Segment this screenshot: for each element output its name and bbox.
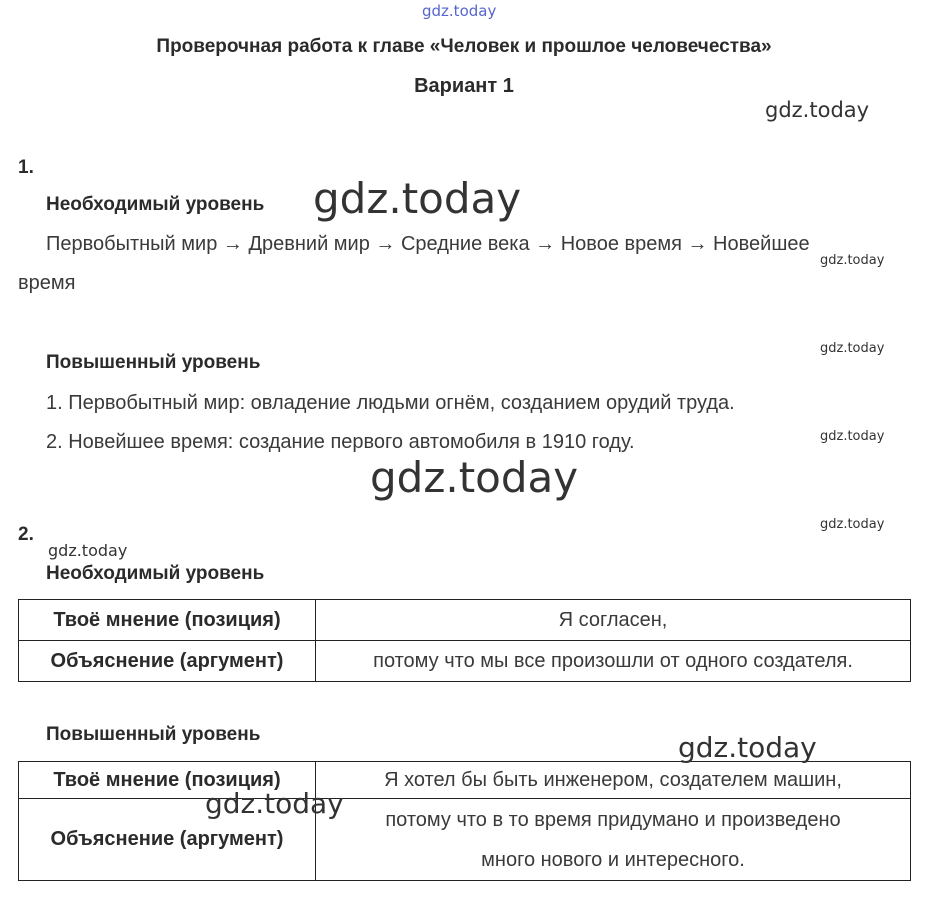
table-cell: Я хотел бы быть инженером, создателем машин, [316,762,911,799]
periods-chain: Первобытный мир → Древний мир → Средние века → Новое время → Новейшее [46,233,810,255]
table-header-cell: Твоё мнение (позиция) [19,762,316,799]
watermark: gdz.today [205,787,344,820]
table-header-cell: Твоё мнение (позиция) [19,600,316,641]
table-cell: Я согласен, [316,600,911,641]
watermark-large: gdz.today [370,453,579,502]
variant-label: Вариант 1 [414,75,514,97]
table-row [19,641,911,682]
level-heading-advanced: Повышенный уровень [46,724,261,745]
level-heading-basic: Необходимый уровень [46,563,265,584]
table-cell-line: много нового и интересного. [481,848,745,871]
watermark: gdz.today [765,98,870,122]
table-cell-line: потому что в то время придумано и произведено [385,808,841,831]
advanced-answer-table [18,761,911,881]
watermark-top: gdz.today [422,2,497,20]
list-item: 2. Новейшее время: создание первого автомобиля в 1910 году. [46,431,635,453]
watermark-small: gdz.today [820,253,885,268]
table-row [19,600,911,641]
task-number: 1. [18,157,34,178]
watermark-large: gdz.today [313,174,522,223]
watermark-small: gdz.today [820,429,885,444]
watermark-small: gdz.today [820,341,885,356]
watermark-small: gdz.today [820,517,885,532]
level-heading-basic: Необходимый уровень [46,194,265,215]
table-row [19,762,911,799]
level-heading-advanced: Повышенный уровень [46,352,261,373]
list-item: 1. Первобытный мир: овладение людьми огнём, созданием орудий труда. [46,392,735,414]
table-header-cell: Объяснение (аргумент) [19,641,316,682]
watermark: gdz.today [48,541,128,560]
table-header-cell: Объяснение (аргумент) [19,799,316,881]
watermark: gdz.today [678,731,817,764]
periods-chain-continuation: время [18,272,76,294]
table-row [19,799,911,881]
document-title: Проверочная работа к главе «Человек и прошлое человечества» [156,36,772,57]
task-number: 2. [18,524,34,545]
table-cell: потому что мы все произошли от одного создателя. [316,641,911,682]
basic-answer-table [18,599,911,682]
table-cell [316,799,911,881]
